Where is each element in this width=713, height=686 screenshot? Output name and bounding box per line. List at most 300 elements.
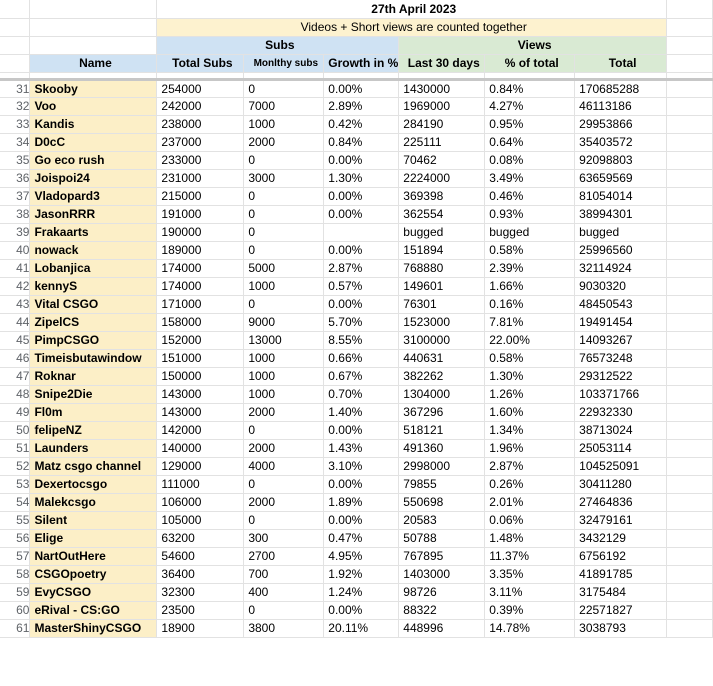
cell-total[interactable]: 32114924	[575, 259, 667, 277]
cell-last-30-days[interactable]: 3100000	[399, 331, 485, 349]
row-number: 41	[0, 259, 30, 277]
cell-last-30-days[interactable]: 448996	[399, 619, 485, 637]
cell-last-30-days[interactable]: 88322	[399, 601, 485, 619]
cell-last-30-days[interactable]: 149601	[399, 277, 485, 295]
cell-growth[interactable]: 0.00%	[324, 79, 399, 97]
cell-monthly-subs[interactable]: 0	[244, 187, 324, 205]
cell-total-subs[interactable]: 189000	[157, 241, 244, 259]
date-title[interactable]: 27th April 2023	[157, 0, 667, 18]
cell-total-subs[interactable]: 32300	[157, 583, 244, 601]
table-row	[0, 619, 713, 637]
cell-monthly-subs[interactable]: 1000	[244, 349, 324, 367]
cell-total[interactable]: 22571827	[575, 601, 667, 619]
cell-name[interactable]: Fl0m	[30, 403, 157, 421]
cell-empty[interactable]	[667, 295, 713, 313]
cell-total-subs[interactable]: 111000	[157, 475, 244, 493]
cell-empty[interactable]	[667, 205, 713, 223]
cell-monthly-subs[interactable]: 2700	[244, 547, 324, 565]
cell-monthly-subs[interactable]: 1000	[244, 277, 324, 295]
cell-growth[interactable]: 0.00%	[324, 601, 399, 619]
cell-pct-total[interactable]: 0.95%	[485, 115, 575, 133]
cell-pct-total[interactable]: 0.39%	[485, 601, 575, 619]
cell-empty[interactable]	[667, 475, 713, 493]
cell-pct-total[interactable]: 3.11%	[485, 583, 575, 601]
table-row	[0, 133, 713, 151]
cell-last-30-days[interactable]: 1304000	[399, 385, 485, 403]
cell-total[interactable]: 170685288	[575, 79, 667, 97]
cell-total[interactable]: 32479161	[575, 511, 667, 529]
cell-empty[interactable]	[667, 241, 713, 259]
cell-growth[interactable]: 3.10%	[324, 457, 399, 475]
cell-monthly-subs[interactable]: 400	[244, 583, 324, 601]
cell-monthly-subs[interactable]: 0	[244, 421, 324, 439]
cell-name[interactable]: Kandis	[30, 115, 157, 133]
col-header-name[interactable]: Name	[30, 54, 157, 72]
cell-name[interactable]: ZipelCS	[30, 313, 157, 331]
views-note[interactable]: Videos + Short views are counted together	[157, 18, 667, 36]
cell-growth[interactable]: 0.00%	[324, 187, 399, 205]
row-number: 44	[0, 313, 30, 331]
cell-total[interactable]: 35403572	[575, 133, 667, 151]
cell-total[interactable]: 38713024	[575, 421, 667, 439]
cell-empty[interactable]	[667, 151, 713, 169]
cell-monthly-subs[interactable]: 0	[244, 151, 324, 169]
cell-pct-total[interactable]: 1.26%	[485, 385, 575, 403]
cell-last-30-days[interactable]: 369398	[399, 187, 485, 205]
cell-total[interactable]: 76573248	[575, 349, 667, 367]
cell-growth[interactable]: 0.57%	[324, 277, 399, 295]
cell-growth[interactable]: 0.70%	[324, 385, 399, 403]
column-header-row	[0, 54, 713, 72]
row-number: 45	[0, 331, 30, 349]
cell-monthly-subs[interactable]: 700	[244, 565, 324, 583]
cell-total-subs[interactable]: 143000	[157, 403, 244, 421]
cell-total[interactable]: 19491454	[575, 313, 667, 331]
cell-name[interactable]: PimpCSGO	[30, 331, 157, 349]
cell-pct-total[interactable]: 0.93%	[485, 205, 575, 223]
row-number: 32	[0, 97, 30, 115]
cell-total[interactable]: 3038793	[575, 619, 667, 637]
cell-last-30-days[interactable]: 225111	[399, 133, 485, 151]
cell-monthly-subs[interactable]: 1000	[244, 115, 324, 133]
table-row	[0, 565, 713, 583]
cell-growth[interactable]: 1.89%	[324, 493, 399, 511]
cell-growth[interactable]: 0.00%	[324, 295, 399, 313]
cell-last-30-days[interactable]: 20583	[399, 511, 485, 529]
cell-monthly-subs[interactable]: 1000	[244, 367, 324, 385]
cell-total-subs[interactable]: 215000	[157, 187, 244, 205]
cell-total-subs[interactable]: 238000	[157, 115, 244, 133]
cell-name[interactable]: nowack	[30, 241, 157, 259]
row-number: 42	[0, 277, 30, 295]
cell-monthly-subs[interactable]: 0	[244, 475, 324, 493]
cell-last-30-days[interactable]: 76301	[399, 295, 485, 313]
cell-monthly-subs[interactable]: 4000	[244, 457, 324, 475]
cell-total-subs[interactable]: 152000	[157, 331, 244, 349]
cell-name[interactable]: Silent	[30, 511, 157, 529]
row-number: 36	[0, 169, 30, 187]
cell-pct-total[interactable]: 0.58%	[485, 349, 575, 367]
cell-name[interactable]: Vladopard3	[30, 187, 157, 205]
cell-growth[interactable]: 20.11%	[324, 619, 399, 637]
cell-pct-total[interactable]: 11.37%	[485, 547, 575, 565]
table-row	[0, 511, 713, 529]
cell-total-subs[interactable]: 143000	[157, 385, 244, 403]
cell-name[interactable]: Joispoi24	[30, 169, 157, 187]
cell-pct-total[interactable]: 4.27%	[485, 97, 575, 115]
cell-pct-total[interactable]: 1.34%	[485, 421, 575, 439]
cell-name[interactable]: Lobanjica	[30, 259, 157, 277]
cell-name[interactable]: JasonRRR	[30, 205, 157, 223]
cell-pct-total[interactable]: 2.39%	[485, 259, 575, 277]
cell-growth[interactable]: 2.89%	[324, 97, 399, 115]
cell-pct-total[interactable]: 0.16%	[485, 295, 575, 313]
table-row	[0, 313, 713, 331]
cell-last-30-days[interactable]: 50788	[399, 529, 485, 547]
cell-total[interactable]: 25053114	[575, 439, 667, 457]
group-header-row	[0, 36, 713, 54]
cell-monthly-subs[interactable]: 5000	[244, 259, 324, 277]
cell-growth[interactable]: 1.43%	[324, 439, 399, 457]
table-row	[0, 421, 713, 439]
cell-last-30-days[interactable]: 367296	[399, 403, 485, 421]
cell-total[interactable]: 29953866	[575, 115, 667, 133]
cell-name[interactable]: eRival - CS:GO	[30, 601, 157, 619]
cell-growth[interactable]: 0.00%	[324, 421, 399, 439]
cell-growth[interactable]: 0.84%	[324, 133, 399, 151]
cell-pct-total[interactable]: 0.06%	[485, 511, 575, 529]
col-header-total-subs[interactable]: Total Subs	[157, 54, 244, 72]
cell-empty[interactable]	[667, 259, 713, 277]
cell-empty[interactable]	[667, 403, 713, 421]
table-row	[0, 151, 713, 169]
cell-empty[interactable]	[667, 421, 713, 439]
cell-total-subs[interactable]: 174000	[157, 259, 244, 277]
cell-total-subs[interactable]: 254000	[157, 79, 244, 97]
cell-monthly-subs[interactable]: 2000	[244, 439, 324, 457]
cell-last-30-days[interactable]: 1969000	[399, 97, 485, 115]
cell-last-30-days[interactable]: 70462	[399, 151, 485, 169]
cell-growth[interactable]: 0.67%	[324, 367, 399, 385]
cell-empty[interactable]	[667, 529, 713, 547]
cell-total-subs[interactable]: 151000	[157, 349, 244, 367]
cell-total-subs[interactable]: 242000	[157, 97, 244, 115]
cell-last-30-days[interactable]: 550698	[399, 493, 485, 511]
cell-monthly-subs[interactable]: 0	[244, 79, 324, 97]
cell-total-subs[interactable]: 233000	[157, 151, 244, 169]
cell-pct-total[interactable]: 0.46%	[485, 187, 575, 205]
title-row	[0, 0, 713, 18]
table-row	[0, 79, 713, 97]
cell-name[interactable]: Launders	[30, 439, 157, 457]
cell-empty[interactable]	[667, 169, 713, 187]
cell-last-30-days[interactable]: 2224000	[399, 169, 485, 187]
table-row	[0, 493, 713, 511]
cell-last-30-days[interactable]: 767895	[399, 547, 485, 565]
cell-total[interactable]: 92098803	[575, 151, 667, 169]
cell-pct-total[interactable]: 14.78%	[485, 619, 575, 637]
cell-empty[interactable]	[667, 97, 713, 115]
cell-growth[interactable]: 0.00%	[324, 151, 399, 169]
cell-total-subs[interactable]: 150000	[157, 367, 244, 385]
cell-monthly-subs[interactable]: 3800	[244, 619, 324, 637]
cell-name[interactable]: EvyCSGO	[30, 583, 157, 601]
cell-empty[interactable]	[667, 457, 713, 475]
cell-name[interactable]: Roknar	[30, 367, 157, 385]
cell-empty[interactable]	[667, 493, 713, 511]
table-row	[0, 259, 713, 277]
col-header-total[interactable]: Total	[575, 54, 667, 72]
cell-total-subs[interactable]: 174000	[157, 277, 244, 295]
cell-monthly-subs[interactable]: 2000	[244, 493, 324, 511]
frozen-divider	[0, 72, 713, 79]
cell-total-subs[interactable]: 54600	[157, 547, 244, 565]
cell-empty[interactable]	[667, 349, 713, 367]
cell-growth[interactable]: 4.95%	[324, 547, 399, 565]
cell-name[interactable]: Go eco rush	[30, 151, 157, 169]
cell-monthly-subs[interactable]: 0	[244, 241, 324, 259]
cell-name[interactable]: Frakaarts	[30, 223, 157, 241]
cell-total-subs[interactable]: 63200	[157, 529, 244, 547]
cell-pct-total[interactable]: 0.26%	[485, 475, 575, 493]
cell-last-30-days[interactable]: 518121	[399, 421, 485, 439]
cell-monthly-subs[interactable]: 300	[244, 529, 324, 547]
cell-total[interactable]: 9030320	[575, 277, 667, 295]
cell-name[interactable]: Malekcsgo	[30, 493, 157, 511]
cell-monthly-subs[interactable]: 0	[244, 511, 324, 529]
cell-total[interactable]: 104525091	[575, 457, 667, 475]
views-group-header[interactable]: Views	[399, 36, 667, 54]
cell-empty[interactable]	[667, 511, 713, 529]
cell-pct-total[interactable]: 7.81%	[485, 313, 575, 331]
cell-empty[interactable]	[667, 439, 713, 457]
cell-growth[interactable]: 1.30%	[324, 169, 399, 187]
cell-growth[interactable]: 2.87%	[324, 259, 399, 277]
cell-last-30-days[interactable]: 491360	[399, 439, 485, 457]
cell-total[interactable]: 3175484	[575, 583, 667, 601]
cell-last-30-days[interactable]: 79855	[399, 475, 485, 493]
cell-total-subs[interactable]: 191000	[157, 205, 244, 223]
cell-total-subs[interactable]: 18900	[157, 619, 244, 637]
cell-pct-total[interactable]: bugged	[485, 223, 575, 241]
cell-empty[interactable]	[667, 565, 713, 583]
cell-last-30-days[interactable]: 1430000	[399, 79, 485, 97]
cell-name[interactable]: Dexertocsgo	[30, 475, 157, 493]
row-number: 56	[0, 529, 30, 547]
cell-name[interactable]: Matz csgo channel	[30, 457, 157, 475]
cell-empty[interactable]	[667, 223, 713, 241]
cell-name[interactable]: Elige	[30, 529, 157, 547]
cell-last-30-days[interactable]: 768880	[399, 259, 485, 277]
row-number: 49	[0, 403, 30, 421]
row-number: 38	[0, 205, 30, 223]
cell-empty[interactable]	[667, 367, 713, 385]
cell-total-subs[interactable]: 140000	[157, 439, 244, 457]
cell-pct-total[interactable]: 0.84%	[485, 79, 575, 97]
cell-empty[interactable]	[667, 187, 713, 205]
cell-pct-total[interactable]: 3.49%	[485, 169, 575, 187]
cell-name[interactable]: Vital CSGO	[30, 295, 157, 313]
cell-name[interactable]: Skooby	[30, 79, 157, 97]
cell-pct-total[interactable]: 3.35%	[485, 565, 575, 583]
cell-name[interactable]: CSGOpoetry	[30, 565, 157, 583]
cell-name[interactable]: felipeNZ	[30, 421, 157, 439]
cell-total[interactable]: 25996560	[575, 241, 667, 259]
cell-last-30-days[interactable]: 440631	[399, 349, 485, 367]
cell-pct-total[interactable]: 1.30%	[485, 367, 575, 385]
cell-name[interactable]: Timeisbutawindow	[30, 349, 157, 367]
cell-total-subs[interactable]: 129000	[157, 457, 244, 475]
cell-growth[interactable]: 8.55%	[324, 331, 399, 349]
cell-monthly-subs[interactable]: 0	[244, 205, 324, 223]
row-number: 40	[0, 241, 30, 259]
subs-group-header[interactable]: Subs	[157, 36, 399, 54]
cell-total[interactable]: bugged	[575, 223, 667, 241]
cell-total-subs[interactable]: 190000	[157, 223, 244, 241]
cell-monthly-subs[interactable]: 13000	[244, 331, 324, 349]
table-row	[0, 331, 713, 349]
cell-total-subs[interactable]: 142000	[157, 421, 244, 439]
cell-empty[interactable]	[667, 79, 713, 97]
table-row	[0, 583, 713, 601]
cell-pct-total[interactable]: 1.48%	[485, 529, 575, 547]
table-row	[0, 403, 713, 421]
cell-monthly-subs[interactable]: 2000	[244, 133, 324, 151]
row-number: 52	[0, 457, 30, 475]
cell-last-30-days[interactable]: 1403000	[399, 565, 485, 583]
cell-growth[interactable]: 0.00%	[324, 475, 399, 493]
cell-total-subs[interactable]: 106000	[157, 493, 244, 511]
cell-total[interactable]: 27464836	[575, 493, 667, 511]
cell-last-30-days[interactable]: 151894	[399, 241, 485, 259]
cell-empty[interactable]	[667, 601, 713, 619]
cell-total[interactable]: 22932330	[575, 403, 667, 421]
cell-pct-total[interactable]: 22.00%	[485, 331, 575, 349]
cell-pct-total[interactable]: 2.87%	[485, 457, 575, 475]
cell-growth[interactable]: 0.00%	[324, 241, 399, 259]
cell-growth[interactable]: 1.40%	[324, 403, 399, 421]
cell-total[interactable]: 48450543	[575, 295, 667, 313]
row-number: 33	[0, 115, 30, 133]
cell-empty[interactable]	[667, 277, 713, 295]
col-header-growth[interactable]: Growth in %	[324, 54, 399, 72]
cell-total[interactable]: 3432129	[575, 529, 667, 547]
cell-total-subs[interactable]: 105000	[157, 511, 244, 529]
table-row	[0, 439, 713, 457]
cell-last-30-days[interactable]: bugged	[399, 223, 485, 241]
cell-growth[interactable]: 0.00%	[324, 511, 399, 529]
cell-name[interactable]: Snipe2Die	[30, 385, 157, 403]
cell-pct-total[interactable]: 0.58%	[485, 241, 575, 259]
cell-monthly-subs[interactable]: 7000	[244, 97, 324, 115]
cell-monthly-subs[interactable]: 3000	[244, 169, 324, 187]
table-row	[0, 205, 713, 223]
cell-total-subs[interactable]: 158000	[157, 313, 244, 331]
row-number: 53	[0, 475, 30, 493]
table-row	[0, 295, 713, 313]
note-row	[0, 18, 713, 36]
table-row	[0, 223, 713, 241]
table-row	[0, 97, 713, 115]
col-header-last-30-days[interactable]: Last 30 days	[399, 54, 485, 72]
cell-total-subs[interactable]: 231000	[157, 169, 244, 187]
cell-last-30-days[interactable]: 382262	[399, 367, 485, 385]
cell-last-30-days[interactable]: 98726	[399, 583, 485, 601]
cell-total-subs[interactable]: 36400	[157, 565, 244, 583]
row-number: 61	[0, 619, 30, 637]
cell-name[interactable]: Voo	[30, 97, 157, 115]
cell-growth[interactable]: 0.47%	[324, 529, 399, 547]
cell-last-30-days[interactable]: 2998000	[399, 457, 485, 475]
cell-last-30-days[interactable]: 284190	[399, 115, 485, 133]
cell-total[interactable]: 30411280	[575, 475, 667, 493]
cell-empty[interactable]	[667, 313, 713, 331]
cell-pct-total[interactable]: 2.01%	[485, 493, 575, 511]
col-header-monthly-subs[interactable]: Monlthy subs	[244, 54, 324, 72]
table-row	[0, 475, 713, 493]
cell-last-30-days[interactable]: 1523000	[399, 313, 485, 331]
cell-empty[interactable]	[667, 115, 713, 133]
cell-empty[interactable]	[667, 331, 713, 349]
cell-total[interactable]: 29312522	[575, 367, 667, 385]
cell-monthly-subs[interactable]: 0	[244, 601, 324, 619]
cell-total[interactable]: 38994301	[575, 205, 667, 223]
table-row	[0, 241, 713, 259]
cell-monthly-subs[interactable]: 2000	[244, 403, 324, 421]
cell-monthly-subs[interactable]: 9000	[244, 313, 324, 331]
cell-growth[interactable]: 0.42%	[324, 115, 399, 133]
cell-growth[interactable]: 0.66%	[324, 349, 399, 367]
cell-total-subs[interactable]: 171000	[157, 295, 244, 313]
cell-monthly-subs[interactable]: 0	[244, 223, 324, 241]
cell-last-30-days[interactable]: 362554	[399, 205, 485, 223]
cell-empty[interactable]	[667, 385, 713, 403]
cell-total[interactable]: 103371766	[575, 385, 667, 403]
cell-pct-total[interactable]: 1.96%	[485, 439, 575, 457]
cell-total-subs[interactable]: 23500	[157, 601, 244, 619]
cell-total[interactable]: 63659569	[575, 169, 667, 187]
cell-pct-total[interactable]: 1.60%	[485, 403, 575, 421]
cell-total[interactable]: 46113186	[575, 97, 667, 115]
cell-empty[interactable]	[667, 619, 713, 637]
cell-pct-total[interactable]: 0.64%	[485, 133, 575, 151]
cell-growth[interactable]: 1.92%	[324, 565, 399, 583]
row-number: 55	[0, 511, 30, 529]
cell-name[interactable]: kennyS	[30, 277, 157, 295]
cell-pct-total[interactable]: 0.08%	[485, 151, 575, 169]
col-header-pct-total[interactable]: % of total	[485, 54, 575, 72]
cell-name[interactable]: NartOutHere	[30, 547, 157, 565]
cell-growth[interactable]: 1.24%	[324, 583, 399, 601]
cell-total[interactable]: 14093267	[575, 331, 667, 349]
cell-growth[interactable]: 0.00%	[324, 205, 399, 223]
cell-total[interactable]: 81054014	[575, 187, 667, 205]
cell-monthly-subs[interactable]: 1000	[244, 385, 324, 403]
table-row	[0, 349, 713, 367]
cell-empty[interactable]	[667, 547, 713, 565]
cell-growth[interactable]	[324, 223, 399, 241]
cell-total-subs[interactable]: 237000	[157, 133, 244, 151]
cell-total[interactable]: 41891785	[575, 565, 667, 583]
cell-pct-total[interactable]: 1.66%	[485, 277, 575, 295]
cell-empty[interactable]	[667, 583, 713, 601]
cell-monthly-subs[interactable]: 0	[244, 295, 324, 313]
cell-name[interactable]: D0cC	[30, 133, 157, 151]
cell-name[interactable]: MasterShinyCSGO	[30, 619, 157, 637]
cell-total[interactable]: 6756192	[575, 547, 667, 565]
cell-growth[interactable]: 5.70%	[324, 313, 399, 331]
cell-empty[interactable]	[667, 133, 713, 151]
